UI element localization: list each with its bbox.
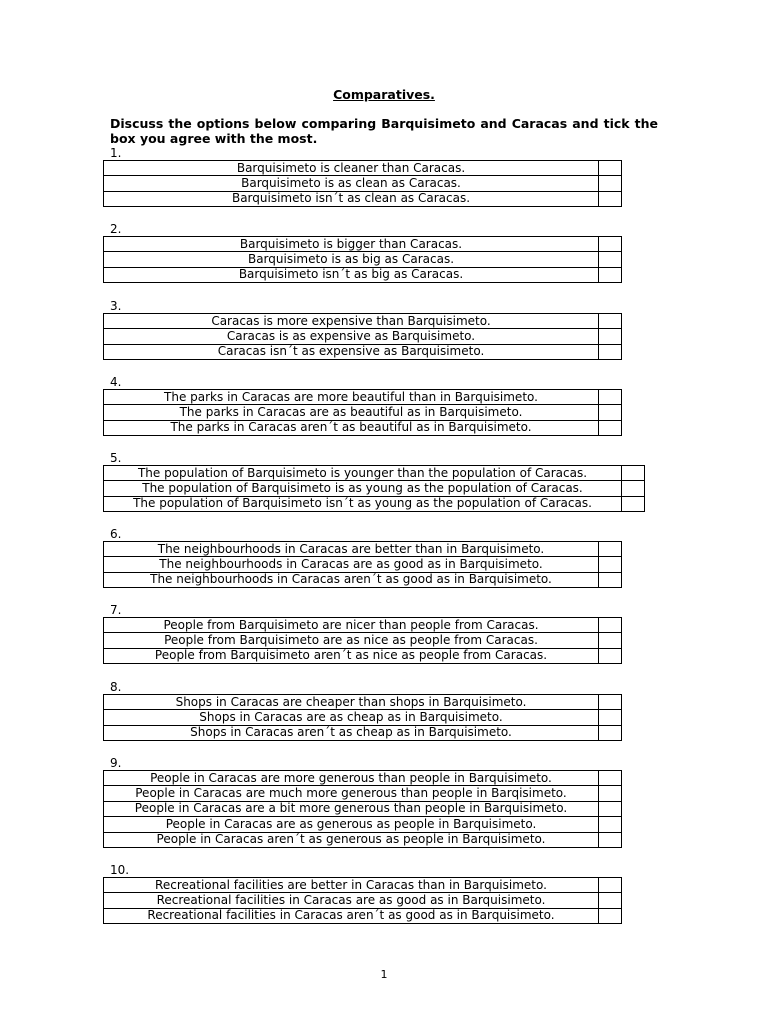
tick-box[interactable]	[599, 314, 622, 329]
option-text: People in Caracas are more generous than people in Barquisimeto.	[104, 771, 599, 786]
option-row	[104, 496, 645, 511]
tick-box[interactable]	[599, 648, 622, 663]
option-row	[104, 893, 622, 908]
tick-box[interactable]	[599, 893, 622, 908]
tick-box[interactable]	[599, 817, 622, 832]
option-text: Barquisimeto is bigger than Caracas.	[104, 237, 599, 252]
tick-box[interactable]	[599, 161, 622, 176]
option-row	[104, 466, 645, 481]
options-table	[103, 160, 622, 207]
option-row	[104, 771, 622, 786]
tick-box[interactable]	[599, 191, 622, 206]
option-text: Barquisimeto is cleaner than Caracas.	[104, 161, 599, 176]
option-text: The population of Barquisimeto is as young as the population of Caracas.	[104, 481, 622, 496]
option-row	[104, 710, 622, 725]
option-text: The population of Barquisimeto is younger than the population of Caracas.	[104, 466, 622, 481]
tick-box[interactable]	[599, 176, 622, 191]
option-text: People in Caracas are a bit more generous than people in Barquisimeto.	[104, 801, 599, 816]
option-row	[104, 481, 645, 496]
options-table	[103, 313, 622, 360]
tick-box[interactable]	[599, 633, 622, 648]
tick-box[interactable]	[599, 786, 622, 801]
option-text: The neighbourhoods in Caracas are as good as in Barquisimeto.	[104, 557, 599, 572]
option-text: The population of Barquisimeto isn´t as young as the population of Caracas.	[104, 496, 622, 511]
tick-box[interactable]	[599, 908, 622, 923]
option-text: Caracas is more expensive than Barquisimeto.	[104, 314, 599, 329]
question-number: 3.	[110, 299, 122, 313]
option-row	[104, 267, 622, 282]
question-number: 6.	[110, 527, 122, 541]
option-row	[104, 405, 622, 420]
option-row	[104, 252, 622, 267]
option-row	[104, 344, 622, 359]
option-text: The parks in Caracas aren´t as beautiful as in Barquisimeto.	[104, 420, 599, 435]
option-text: Recreational facilities in Caracas aren´t as good as in Barquisimeto.	[104, 908, 599, 923]
tick-box[interactable]	[599, 542, 622, 557]
options-table	[103, 236, 622, 283]
option-text: Barquisimeto is as big as Caracas.	[104, 252, 599, 267]
tick-box[interactable]	[599, 832, 622, 847]
instructions: Discuss the options below comparing Barquisimeto and Caracas and tick the box you agree with the most.	[110, 116, 658, 146]
option-row	[104, 618, 622, 633]
option-text: Recreational facilities are better in Caracas than in Barquisimeto.	[104, 878, 599, 893]
options-table	[103, 465, 645, 512]
option-text: Caracas isn´t as expensive as Barquisimeto.	[104, 344, 599, 359]
option-row	[104, 648, 622, 663]
tick-box[interactable]	[622, 466, 645, 481]
question-number: 4.	[110, 375, 122, 389]
tick-box[interactable]	[599, 725, 622, 740]
options-table	[103, 541, 622, 588]
tick-box[interactable]	[599, 329, 622, 344]
option-row	[104, 176, 622, 191]
options-table	[103, 877, 622, 924]
question-number: 10.	[110, 863, 130, 877]
option-row	[104, 801, 622, 816]
option-text: People from Barquisimeto are as nice as people from Caracas.	[104, 633, 599, 648]
option-row	[104, 191, 622, 206]
option-row	[104, 817, 622, 832]
page-title: Comparatives.	[333, 87, 435, 102]
option-text: Barquisimeto isn´t as clean as Caracas.	[104, 191, 599, 206]
option-text: The neighbourhoods in Caracas are better than in Barquisimeto.	[104, 542, 599, 557]
option-text: The parks in Caracas are more beautiful than in Barquisimeto.	[104, 390, 599, 405]
question-number: 2.	[110, 222, 122, 236]
tick-box[interactable]	[599, 390, 622, 405]
option-text: People from Barquisimeto are nicer than people from Caracas.	[104, 618, 599, 633]
question-number: 1.	[110, 146, 122, 160]
option-text: The parks in Caracas are as beautiful as in Barquisimeto.	[104, 405, 599, 420]
option-text: Barquisimeto is as clean as Caracas.	[104, 176, 599, 191]
tick-box[interactable]	[599, 237, 622, 252]
options-table	[103, 694, 622, 741]
option-text: Caracas is as expensive as Barquisimeto.	[104, 329, 599, 344]
tick-box[interactable]	[599, 878, 622, 893]
question-number: 5.	[110, 451, 122, 465]
option-row	[104, 908, 622, 923]
tick-box[interactable]	[599, 252, 622, 267]
option-row	[104, 572, 622, 587]
option-text: People in Caracas aren´t as generous as people in Barquisimeto.	[104, 832, 599, 847]
question-number: 9.	[110, 756, 122, 770]
question-number: 8.	[110, 680, 122, 694]
option-text: Shops in Caracas aren´t as cheap as in Barquisimeto.	[104, 725, 599, 740]
option-text: People in Caracas are as generous as people in Barquisimeto.	[104, 817, 599, 832]
tick-box[interactable]	[599, 695, 622, 710]
option-row	[104, 695, 622, 710]
page-number: 1	[380, 968, 388, 981]
tick-box[interactable]	[599, 801, 622, 816]
option-row	[104, 557, 622, 572]
tick-box[interactable]	[599, 420, 622, 435]
tick-box[interactable]	[599, 572, 622, 587]
option-row	[104, 420, 622, 435]
tick-box[interactable]	[599, 267, 622, 282]
tick-box[interactable]	[599, 618, 622, 633]
option-row	[104, 314, 622, 329]
option-row	[104, 390, 622, 405]
option-text: Barquisimeto isn´t as big as Caracas.	[104, 267, 599, 282]
option-text: The neighbourhoods in Caracas aren´t as good as in Barquisimeto.	[104, 572, 599, 587]
option-row	[104, 878, 622, 893]
options-table	[103, 770, 622, 848]
option-row	[104, 633, 622, 648]
tick-box[interactable]	[599, 771, 622, 786]
options-table	[103, 617, 622, 664]
options-table	[103, 389, 622, 436]
tick-box[interactable]	[599, 557, 622, 572]
option-text: People from Barquisimeto aren´t as nice as people from Caracas.	[104, 648, 599, 663]
option-row	[104, 237, 622, 252]
tick-box[interactable]	[622, 481, 645, 496]
option-text: Shops in Caracas are cheaper than shops in Barquisimeto.	[104, 695, 599, 710]
tick-box[interactable]	[599, 405, 622, 420]
option-row	[104, 786, 622, 801]
option-text: Recreational facilities in Caracas are as good as in Barquisimeto.	[104, 893, 599, 908]
tick-box[interactable]	[622, 496, 645, 511]
option-text: Shops in Caracas are as cheap as in Barquisimeto.	[104, 710, 599, 725]
option-row	[104, 542, 622, 557]
option-row	[104, 329, 622, 344]
tick-box[interactable]	[599, 344, 622, 359]
option-row	[104, 161, 622, 176]
question-number: 7.	[110, 603, 122, 617]
tick-box[interactable]	[599, 710, 622, 725]
option-row	[104, 832, 622, 847]
option-row	[104, 725, 622, 740]
option-text: People in Caracas are much more generous than people in Barqisimeto.	[104, 786, 599, 801]
